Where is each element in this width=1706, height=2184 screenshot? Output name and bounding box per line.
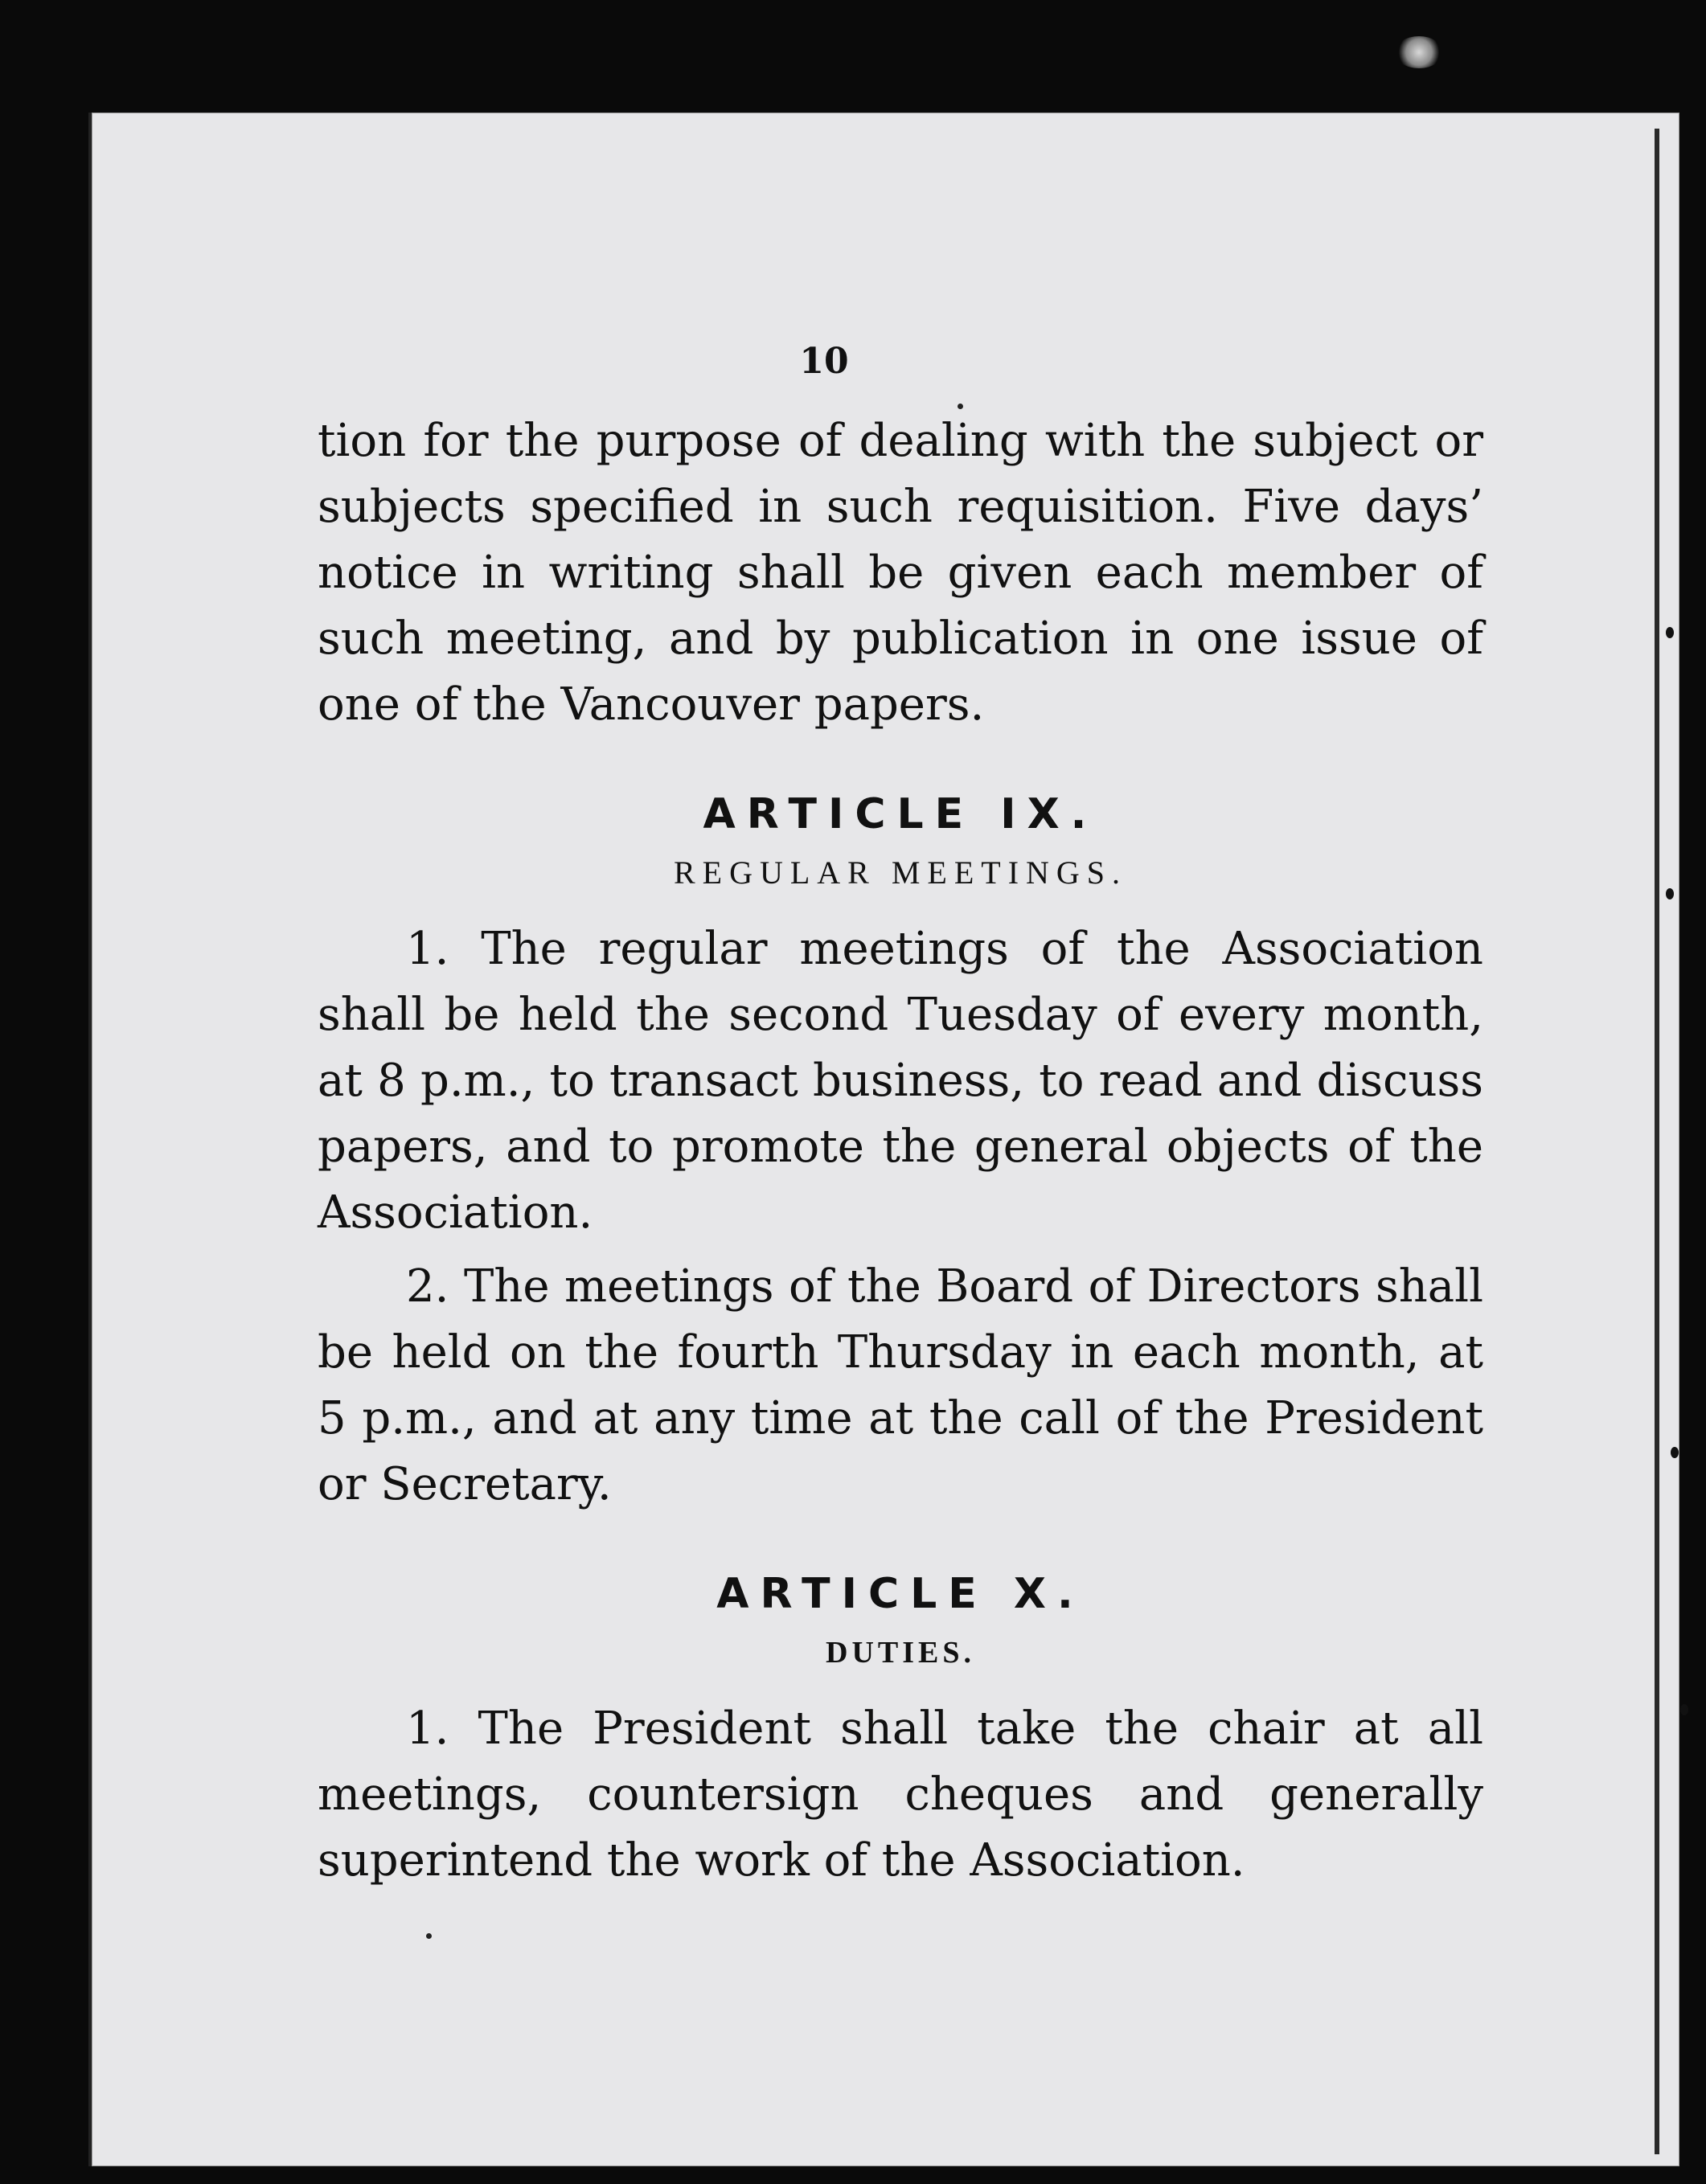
article-ix-heading: ARTICLE IX. [703,790,1098,838]
binding-mark [1671,1447,1679,1458]
article-x-clause-1: 1. The President shall take the chair at all meetings, countersign cheques and generally superintend the work of the Association. [318,1703,1483,1887]
page-bottom-shadow [88,2166,1676,2184]
binding-mark [1666,627,1674,638]
article-ix-clause-2: 2. The meetings of the Board of Directors shall be held on the fourth Thursday in each month, at 5 p.m., and at any time at the call of the President or Secretary. [318,1260,1483,1510]
continued-paragraph: tion for the purpose of dealing with the subject or subjects specified in such requisition. Five days’ notice in writing shall be given each member of such meeting, and by publication in one issue of one of the Vancouver papers. [318,415,1483,731]
duties-heading: DUTIES. [826,1636,975,1670]
article-ix-clause-1: 1. The regular meetings of the Association shall be held the second Tuesday of every month, at 8 p.m., to transact business, to read and discuss papers, and to promote the general objects of the Association. [318,923,1483,1239]
clause-gap [318,1246,1483,1254]
regular-meetings-heading: REGULAR MEETINGS. [673,854,1128,891]
binding-mark [1680,1704,1688,1715]
page-right-edge [1655,129,1659,2154]
print-speck [426,1933,432,1939]
binding-mark [1666,888,1674,899]
scan-smudge [1395,36,1443,68]
page-number: 10 [799,341,849,382]
article-x-heading: ARTICLE X. [716,1570,1085,1618]
page-content [318,338,1483,1894]
